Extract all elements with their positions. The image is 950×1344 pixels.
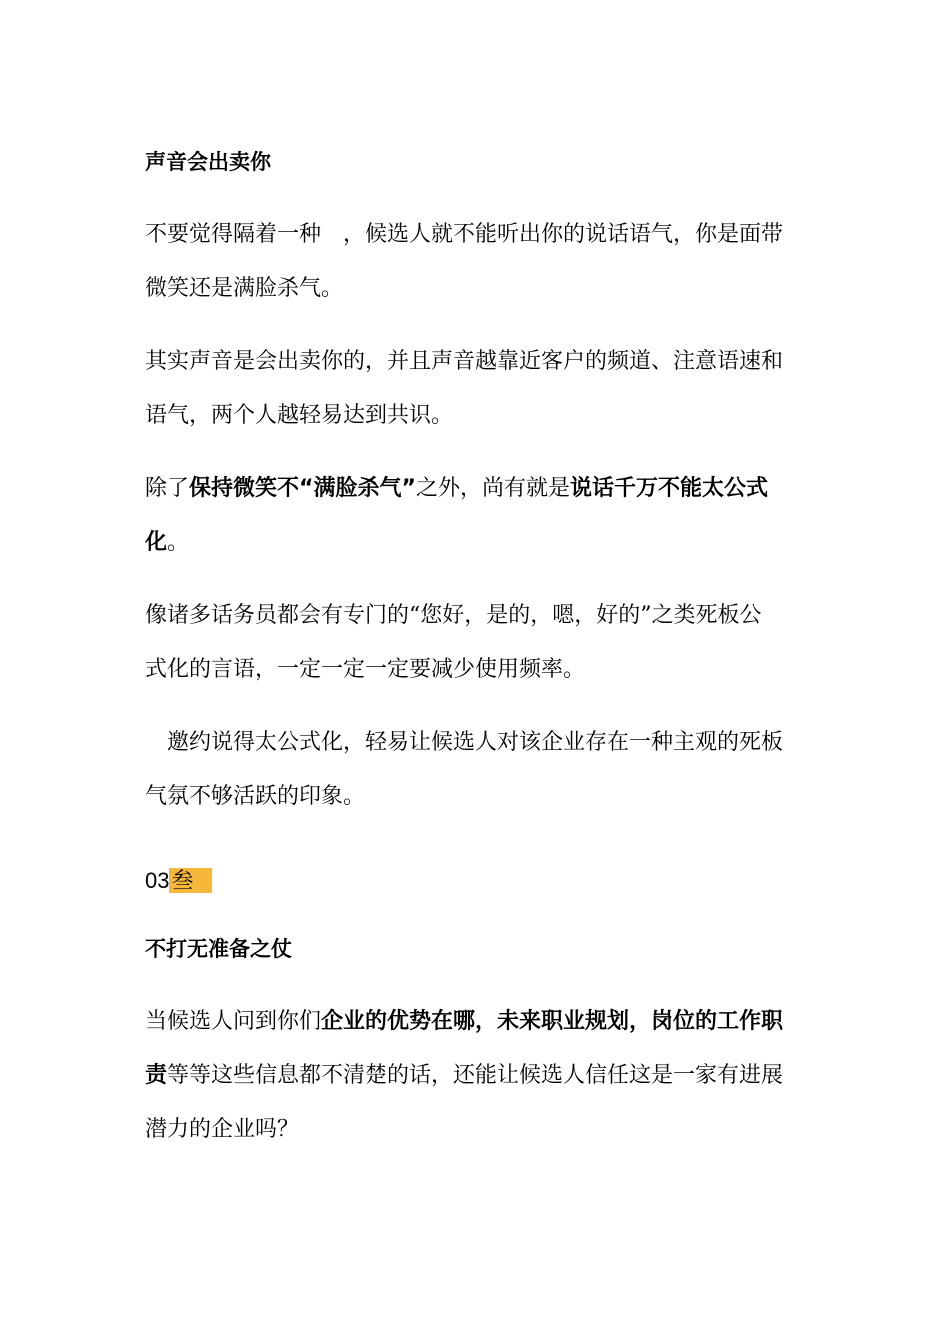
paragraph-3-bold-formulaic: 说话千万不能太公式 — [569, 476, 768, 501]
paragraph-6-line-3: 潜力的企业吗？ — [145, 1117, 300, 1142]
paragraph-6-text-pre: 当候选人问到你们 — [145, 1009, 322, 1034]
section-heading-preparation: 不打无准备之仗 — [145, 937, 292, 961]
paragraph-6-bold-advantages: 企业的优势在哪，未来职业规划，岗位的工作职 — [321, 1009, 784, 1034]
paragraph-3-line-1 — [145, 474, 768, 504]
paragraph-2-line-2: 语气，两个人越轻易达到共识。 — [145, 403, 454, 428]
section-heading-voice: 声音会出卖你 — [145, 150, 271, 174]
paragraph-3-line-2 — [145, 528, 189, 558]
section-marker-label: 叁 — [169, 868, 211, 893]
paragraph-3-text-mid: 之外，尚有就是 — [415, 476, 570, 501]
paragraph-5-line-1: 邀约说得太公式化，轻易让候选人对该企业存在一种主观的死板 — [145, 730, 784, 755]
section-marker — [145, 866, 212, 896]
paragraph-3-text-pre: 除了 — [145, 476, 190, 501]
paragraph-3-bold-smile: 保持微笑不“满脸杀气” — [189, 476, 416, 501]
paragraph-6-text-rest: 等等这些信息都不清楚的话，还能让候选人信任这是一家有进展 — [167, 1063, 784, 1088]
paragraph-4-line-2: 式化的言语，一定一定一定要减少使用频率。 — [145, 657, 586, 682]
paragraph-2-line-1: 其实声音是会出卖你的，并且声音越靠近客户的频道、注意语速和 — [145, 349, 784, 374]
paragraph-5-line-2: 气氛不够活跃的印象。 — [145, 784, 366, 809]
paragraph-6-bold-duty: 责 — [145, 1063, 168, 1088]
paragraph-3-bold-end: 化 — [145, 530, 168, 555]
paragraph-3-text-end: 。 — [167, 530, 190, 555]
paragraph-6-line-2 — [145, 1061, 783, 1091]
paragraph-1-line-2: 微笑还是满脸杀气。 — [145, 276, 344, 301]
paragraph-4-line-1: 像诸多话务员都会有专门的“您好，是的，嗯，好的”之类死板公 — [145, 603, 762, 628]
paragraph-1-line-1: 不要觉得隔着一种 ，候选人就不能听出你的说话语气，你是面带 — [145, 222, 784, 247]
paragraph-6-line-1 — [145, 1007, 783, 1037]
section-marker-number: 03 — [145, 868, 170, 893]
